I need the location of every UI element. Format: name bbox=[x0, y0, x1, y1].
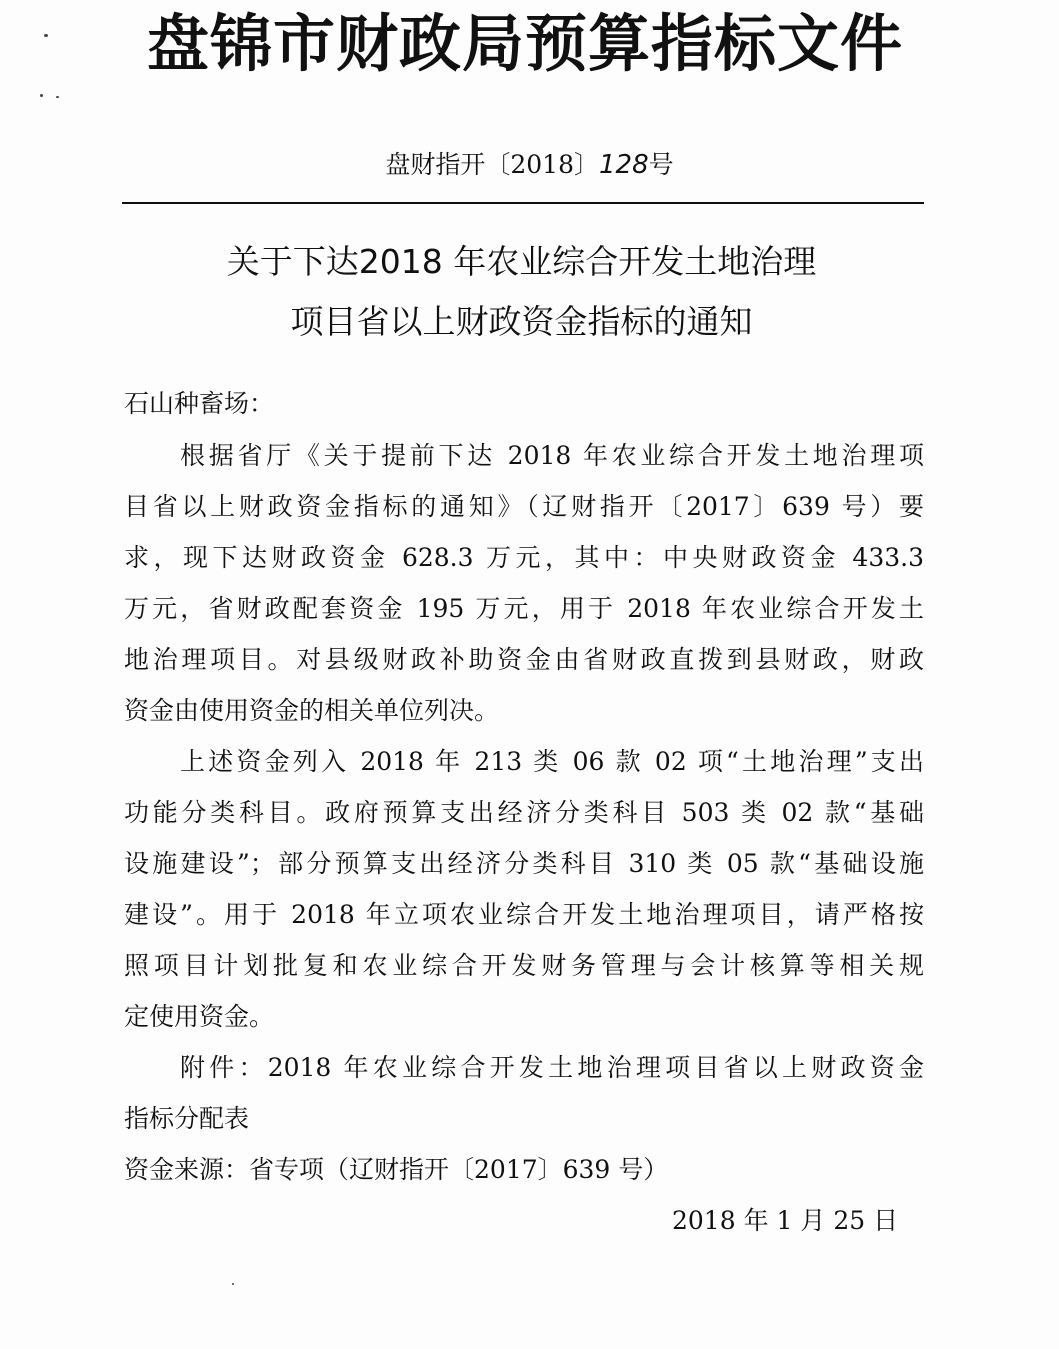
body-line: 求，现下达财政资金 628.3 万元，其中：中央财政资金 433.3 bbox=[124, 543, 924, 572]
document-number-suffix: 号 bbox=[648, 150, 674, 179]
fund-source-line: 资金来源：省专项（辽财指开〔2017〕639 号） bbox=[124, 1155, 669, 1184]
body-line: 根据省厅《关于提前下达 2018 年农业综合开发土地治理项 bbox=[180, 441, 924, 470]
body-line: 资金由使用资金的相关单位列决。 bbox=[124, 696, 500, 725]
header-title: 盘锦市财政局预算指标文件 bbox=[146, 7, 903, 80]
document-number-handwritten: 128 bbox=[598, 150, 649, 180]
scan-speck bbox=[44, 34, 48, 37]
body-line: 照项目计划批复和农业综合开发财务管理与会计核算等相关规 bbox=[124, 951, 924, 980]
body-line: 设施建设”；部分预算支出经济分类科目 310 类 05 款“基础设施 bbox=[124, 849, 924, 878]
recipient: 石山种畜场： bbox=[124, 389, 275, 418]
document-number-prefix: 盘财指开〔2018〕 bbox=[385, 150, 599, 179]
document-number bbox=[0, 148, 1059, 182]
header-divider bbox=[122, 202, 924, 204]
body-line: 地治理项目。对县级财政补助资金由省财政直拨到县财政，财政 bbox=[124, 645, 924, 674]
document-date: 2018 年 1 月 25 日 bbox=[672, 1206, 899, 1235]
attachment-line: 附件：2018 年农业综合开发土地治理项目省以上财政资金 bbox=[180, 1053, 924, 1082]
scan-speck bbox=[56, 96, 59, 98]
attachment-line: 指标分配表 bbox=[124, 1104, 250, 1133]
body-line: 功能分类科目。政府预算支出经济分类科目 503 类 02 款“基础 bbox=[124, 798, 924, 827]
body-line: 上述资金列入 2018 年 213 类 06 款 02 项“土地治理”支出 bbox=[180, 747, 924, 776]
notice-title-line: 项目省以上财政资金指标的通知 bbox=[290, 302, 753, 341]
scan-speck bbox=[40, 94, 43, 97]
scan-speck bbox=[232, 1283, 234, 1285]
body-line: 建设”。用于 2018 年立项农业综合开发土地治理项目，请严格按 bbox=[124, 900, 924, 929]
body-line: 目省以上财政资金指标的通知》（辽财指开〔2017〕639 号）要 bbox=[124, 492, 924, 521]
notice-title-line: 关于下达2018 年农业综合开发土地治理 bbox=[226, 242, 817, 281]
body-line: 定使用资金。 bbox=[124, 1002, 275, 1031]
body-line: 万元，省财政配套资金 195 万元，用于 2018 年农业综合开发土 bbox=[124, 594, 924, 623]
